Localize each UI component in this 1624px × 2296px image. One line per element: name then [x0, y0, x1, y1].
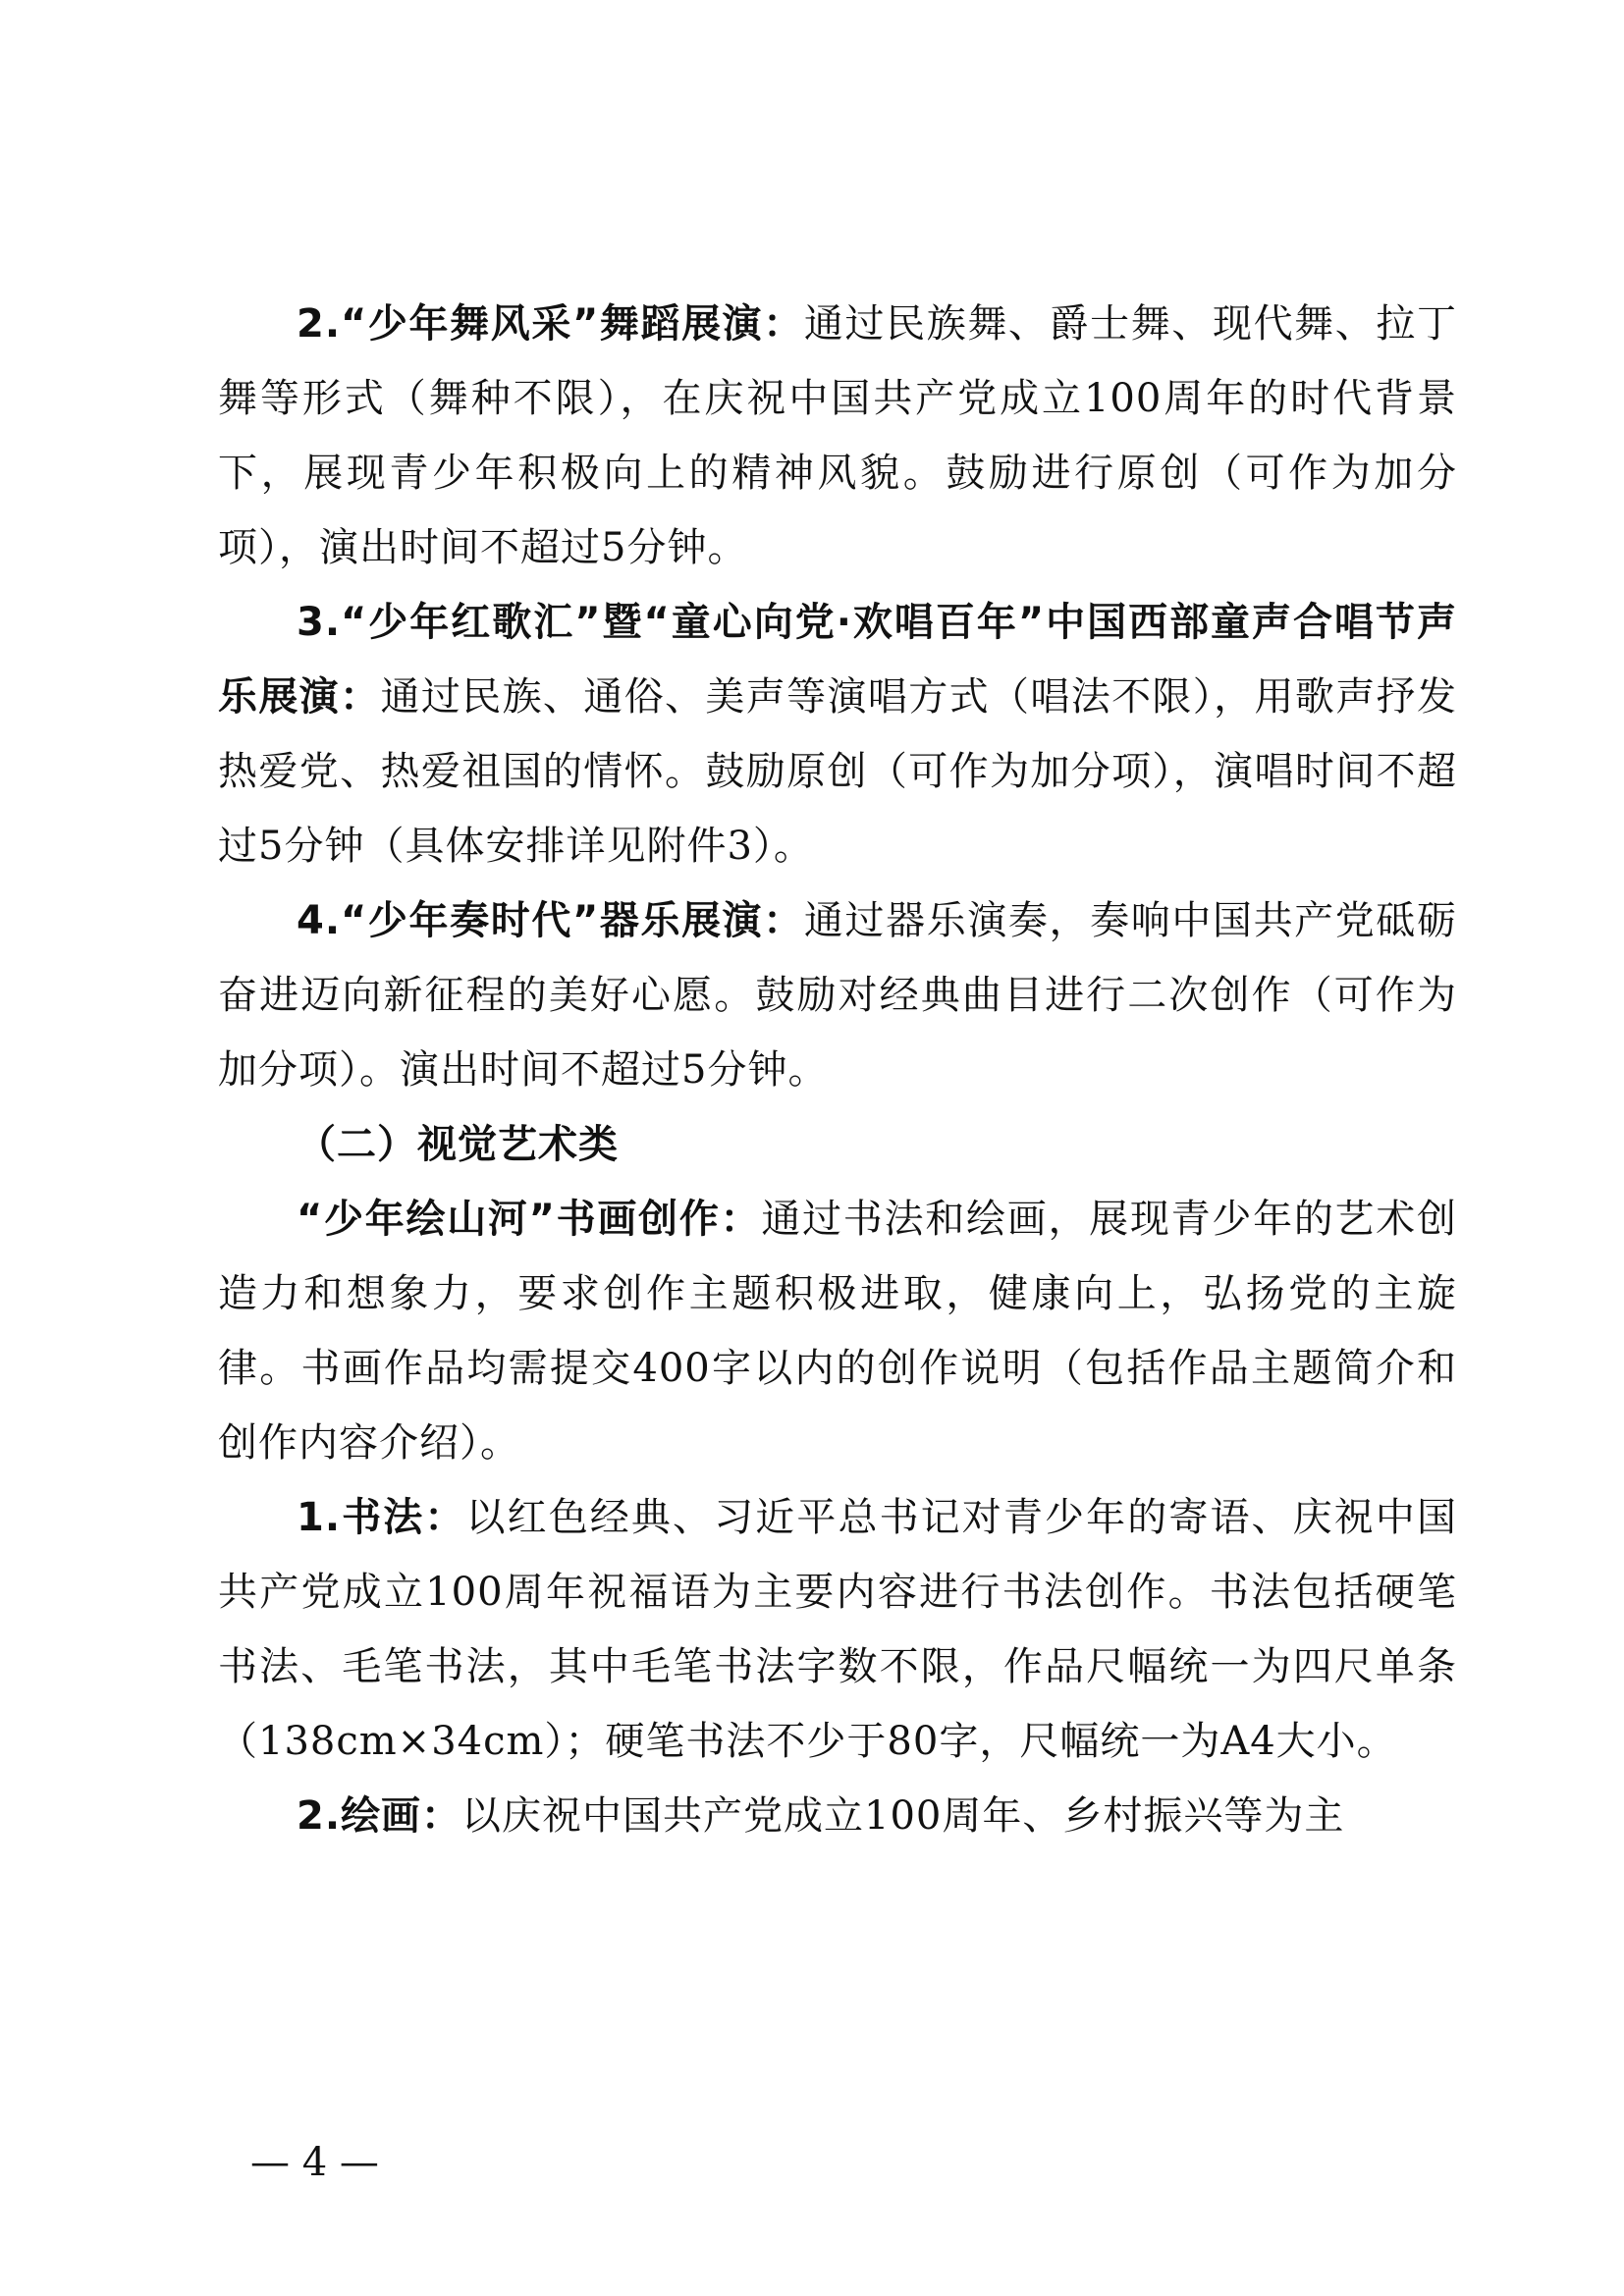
paragraph-vocal — [218, 585, 1457, 883]
section-title-visual-arts: （二）视觉艺术类 — [297, 1122, 619, 1167]
paragraph-text: 通过民族、通俗、美声等演唱方式（唱法不限），用歌声抒发热爱党、热爱祖国的情怀。鼓励原创（可作为加分项），演唱时间不超过5分钟（具体安排详见附件3）。 — [218, 674, 1458, 869]
paragraph-heading: 2.绘画： — [297, 1793, 462, 1839]
paragraph-instrumental — [218, 883, 1457, 1107]
paragraph-text: 通过书法和绘画，展现青少年的艺术创造力和想象力，要求创作主题积极进取，健康向上，弘扬党的主旋律。书画作品均需提交400字以内的创作说明（包括作品主题简介和创作内容介绍）。 — [218, 1197, 1458, 1466]
paragraph-heading: 1.书法： — [297, 1495, 466, 1540]
paragraph-text: 以红色经典、习近平总书记对青少年的寄语、庆祝中国共产党成立100周年祝福语为主要内容进行书法创作。书法包括硬笔书法、毛笔书法，其中毛笔书法字数不限，作品尺幅统一为四尺单条（138cm×34cm）；硬笔书法不少于80字，尺幅统一为A4大小。 — [218, 1495, 1457, 1764]
paragraph-heading: 3.“少年红歌汇”暨“童心向党·欢唱百年”中国西部童声合唱节声乐展演： — [218, 600, 1457, 720]
paragraph-calligraphy — [218, 1480, 1457, 1779]
page-number: — 4 — — [250, 2140, 379, 2185]
paragraph-painting-calligraphy — [218, 1182, 1457, 1480]
paragraph-dance — [218, 287, 1457, 585]
paragraph-text: 通过器乐演奏，奏响中国共产党砥砺奋进迈向新征程的美好心愿。鼓励对经典曲目进行二次创作（可作为加分项）。演出时间不超过5分钟。 — [218, 898, 1457, 1093]
paragraph-text: 通过民族舞、爵士舞、现代舞、拉丁舞等形式（舞种不限），在庆祝中国共产党成立100周年的时代背景下，展现青少年积极向上的精神风貌。鼓励进行原创（可作为加分项），演出时间不超过5分钟。 — [218, 301, 1457, 570]
document-body — [218, 287, 1457, 1853]
paragraph-heading: “少年绘山河”书画创作： — [297, 1197, 762, 1242]
paragraph-heading: 4.“少年奏时代”器乐展演： — [297, 898, 804, 943]
paragraph-heading: 2.“少年舞风采”舞蹈展演： — [297, 301, 804, 347]
paragraph-text: 以庆祝中国共产党成立100周年、乡村振兴等为主 — [461, 1793, 1345, 1839]
paragraph-painting — [218, 1779, 1457, 1853]
